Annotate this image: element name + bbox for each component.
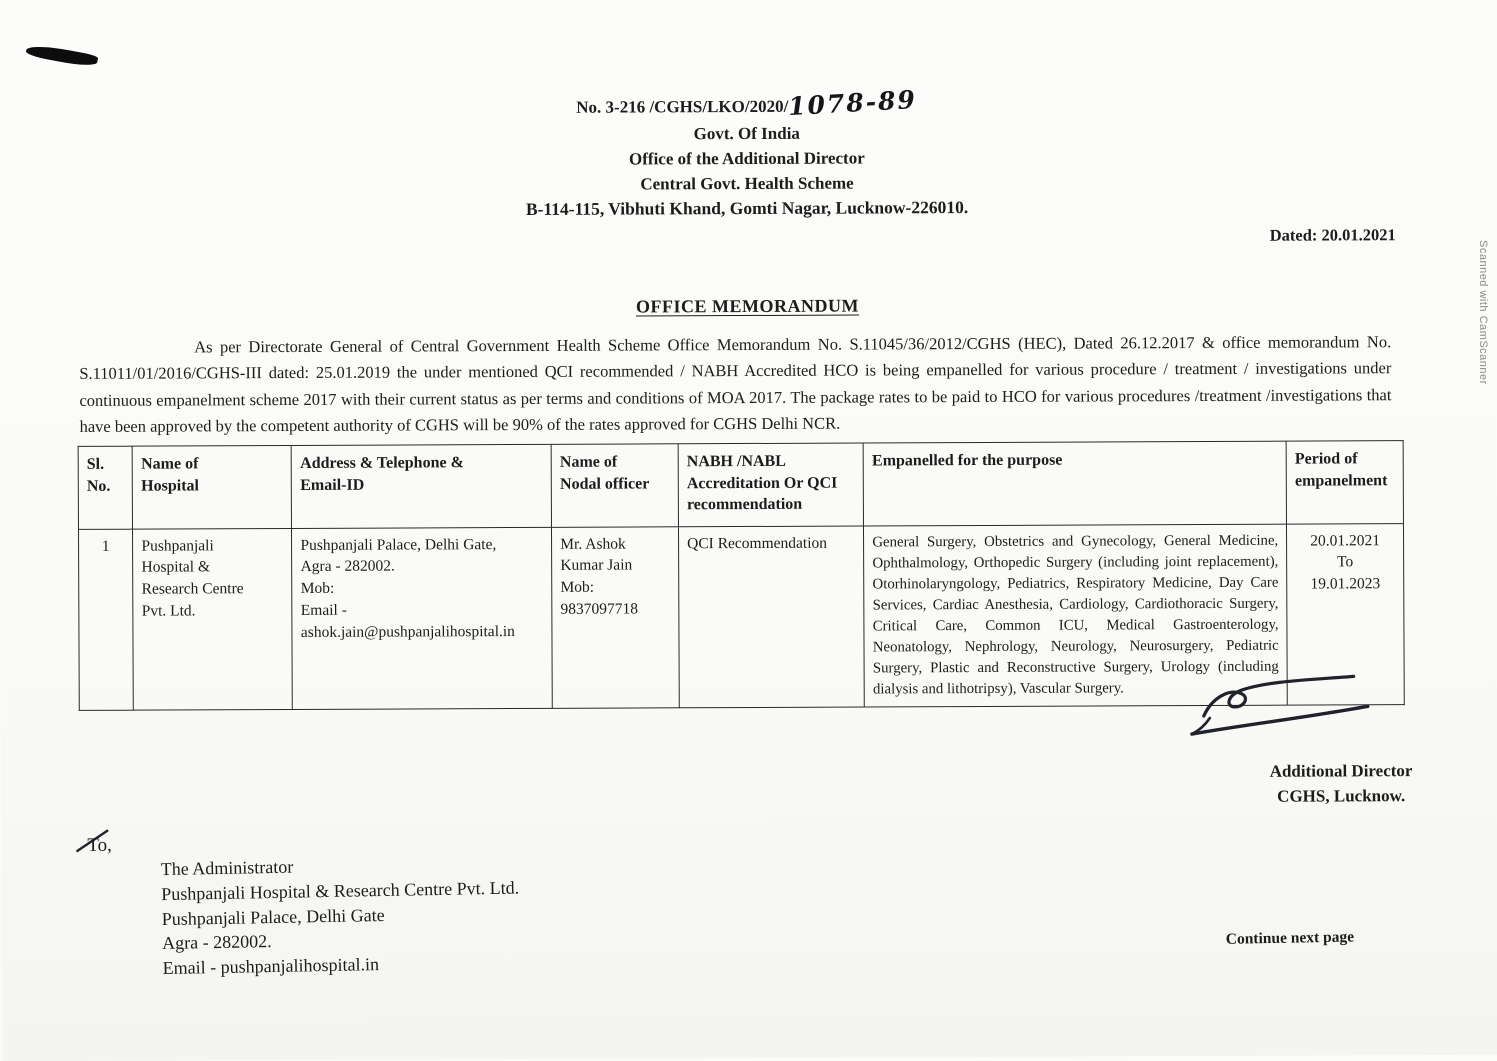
- recipient-title: The Administrator: [160, 856, 294, 880]
- column-header-sl-no: Sl. No.: [78, 446, 133, 529]
- memo-title: OFFICE MEMORANDUM: [635, 295, 860, 317]
- cell-hospital-name: Pushpanjali Hospital & Research Centre Pvt. Ltd.: [133, 528, 293, 710]
- camscanner-watermark: Scanned with CamScanner: [1477, 240, 1489, 385]
- org-scheme: Central Govt. Health Scheme: [640, 173, 854, 194]
- table-header-row: [78, 441, 1403, 530]
- memo-body-paragraph: As per Directorate General of Central Government Health Scheme Office Memorandum No. S.11045/36/2012/CGHS (HEC), Dated 26.12.2017 & office memorandum No. S.11011/01/2016/CGHS-III dated: 25.01.2019 the under mentioned QCI recommended / NABH Accredited HCO is being empanelled for various procedure / treatment / investigations under continuous empanelment scheme 2017 with their current status as per terms and conditions of MOA 2017. The package rates to be paid to HCO for various procedures /treatment /investigations that have been approved by the competent authority of CGHS will be 90% of the rates approved for CGHS Delhi NCR.: [79, 332, 1392, 437]
- letterhead: [0, 83, 1496, 225]
- signatory-office: CGHS, Lucknow.: [1277, 785, 1406, 806]
- date-line: Dated: 20.01.2021: [1269, 225, 1396, 245]
- scan-artifact-mark: [25, 42, 98, 68]
- signatory-block: [1201, 759, 1481, 810]
- reference-number-handwritten: 1078-89: [787, 84, 918, 122]
- recipient-address-line1: Pushpanjali Palace, Delhi Gate: [161, 904, 385, 929]
- continue-next-page-note: Continue next page: [1225, 928, 1355, 948]
- column-header-period: Period of empanelment: [1286, 441, 1403, 524]
- cell-nodal-officer: Mr. Ashok Kumar Jain Mob: 9837097718: [552, 527, 680, 709]
- cell-period: 20.01.2021 To 19.01.2023: [1287, 523, 1405, 705]
- org-country: Govt. Of India: [693, 124, 800, 144]
- org-address: B-114-115, Vibhuti Khand, Gomti Nagar, Lucknow-226010.: [525, 197, 969, 220]
- signature-scribble: [1186, 669, 1376, 755]
- cell-address: Pushpanjali Palace, Delhi Gate, Agra - 282002. Mob: Email - ashok.jain@pushpanjalihospital.in: [292, 527, 553, 709]
- salutation: To,: [87, 834, 112, 856]
- recipient-email: Email - pushpanjalihospital.in: [162, 954, 380, 979]
- recipient-address-block: [161, 851, 521, 982]
- org-office: Office of the Additional Director: [628, 148, 865, 169]
- cell-sl-no: 1: [78, 529, 133, 710]
- column-header-hospital-name: Name of Hospital: [132, 445, 291, 528]
- signatory-designation: Additional Director: [1269, 761, 1413, 781]
- recipient-name: Pushpanjali Hospital & Research Centre Pvt. Ltd.: [161, 877, 520, 904]
- reference-number-printed: No. 3-216 /CGHS/LKO/2020/: [576, 96, 789, 117]
- cell-purpose: General Surgery, Obstetrics and Gynecology, General Medicine, Ophthalmology, Orthopedic Surgery (including joint replacement), Otorhinolaryngology, Pediatrics, Respiratory Medicine, Day Care Services, Cardiac Anesthesia, Cardiology, Cardiothoracic Surgery, Critical Care, Common ICU, Medical Gastroenterology, Neonatology, Nephrology, Neurology, Neurosurgery, Pediatric Surgery, Plastic and Reconstructive Surgery, Urology (including dialysis and lithotripsy), Vascular Surgery.: [864, 524, 1288, 707]
- cell-accreditation: QCI Recommendation: [679, 526, 865, 708]
- column-header-nodal-officer: Name of Nodal officer: [551, 444, 678, 527]
- column-header-address: Address & Telephone & Email-ID: [292, 444, 552, 528]
- recipient-address-line2: Agra - 282002.: [161, 931, 272, 954]
- column-header-accreditation: NABH /NABL Accreditation Or QCI recommendation: [678, 443, 864, 527]
- column-header-purpose: Empanelled for the purpose: [863, 441, 1286, 526]
